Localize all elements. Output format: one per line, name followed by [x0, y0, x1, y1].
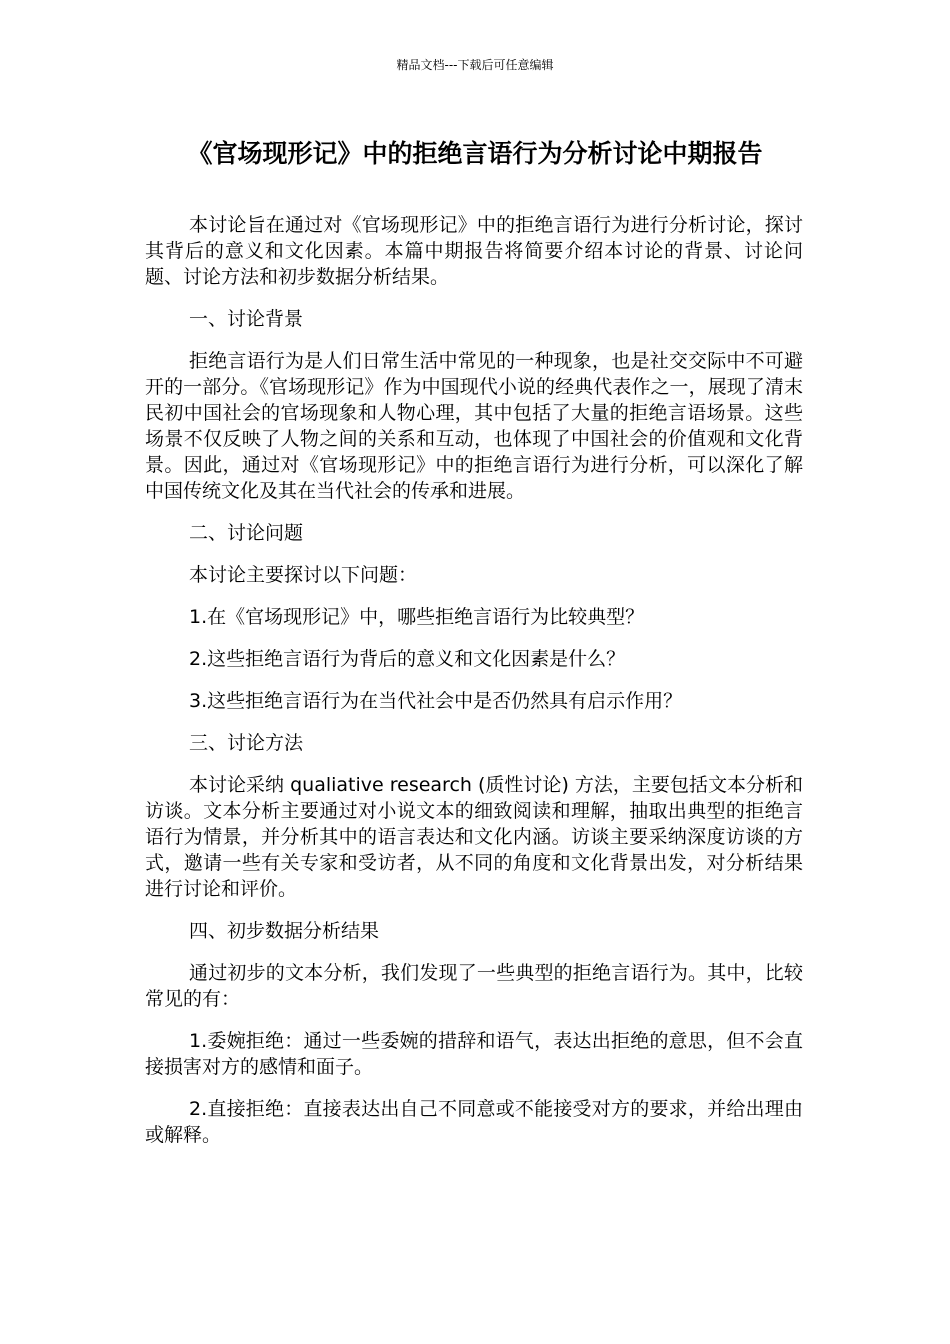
section-heading-background: 一、讨论背景 — [189, 308, 304, 330]
section-heading-methods: 三、讨论方法 — [189, 732, 304, 754]
document-body — [145, 212, 803, 1148]
background-paragraph: 拒绝言语行为是人们日常生活中常见的一种现象，也是社交交际中不可避开的一部分。《官场现形记》作为中国现代小说的经典代表作之一，展现了清末民初中国社会的官场现象和人物心理，其中包括了大量的拒绝言语场景。这些场景不仅反映了人物之间的关系和互动，也体现了中国社会的价值观和文化背景。因此，通过对《官场现形记》中的拒绝言语行为进行分析，可以深化了解中国传统文化及其在当代社会的传承和进展。 — [145, 350, 803, 502]
result-item-2: 2.直接拒绝：直接表达出自己不同意或不能接受对方的要求，并给出理由或解释。 — [145, 1098, 803, 1146]
intro-paragraph: 本讨论旨在通过对《官场现形记》中的拒绝言语行为进行分析讨论，探讨其背后的意义和文化因素。本篇中期报告将简要介绍本讨论的背景、讨论问题、讨论方法和初步数据分析结果。 — [145, 214, 803, 288]
result-item-1: 1.委婉拒绝：通过一些委婉的措辞和语气，表达出拒绝的意思，但不会直接损害对方的感情和面子。 — [145, 1030, 803, 1078]
section-heading-results: 四、初步数据分析结果 — [189, 920, 380, 942]
document-title: 《官场现形记》中的拒绝言语行为分析讨论中期报告 — [187, 139, 763, 168]
question-item-2: 2.这些拒绝言语行为背后的意义和文化因素是什么？ — [189, 648, 626, 670]
page-header: 精品文档---下载后可任意编辑 — [396, 58, 554, 72]
questions-intro: 本讨论主要探讨以下问题： — [189, 564, 418, 586]
section-heading-questions: 二、讨论问题 — [189, 522, 304, 544]
results-paragraph: 通过初步的文本分析，我们发现了一些典型的拒绝言语行为。其中，比较常见的有： — [145, 962, 803, 1010]
methods-paragraph: 本讨论采纳 qualiative research (质性讨论) 方法，主要包括文本分析和访谈。文本分析主要通过对小说文本的细致阅读和理解，抽取出典型的拒绝言语行为情景，并分析其中的语言表达和文化内涵。访谈主要采纳深度访谈的方式，邀请一些有关专家和受访者，从不同的角度和文化背景出发，对分析结果进行讨论和评价。 — [145, 774, 803, 900]
question-item-3: 3.这些拒绝言语行为在当代社会中是否仍然具有启示作用？ — [189, 690, 683, 712]
question-item-1: 1.在《官场现形记》中，哪些拒绝言语行为比较典型？ — [189, 606, 645, 628]
